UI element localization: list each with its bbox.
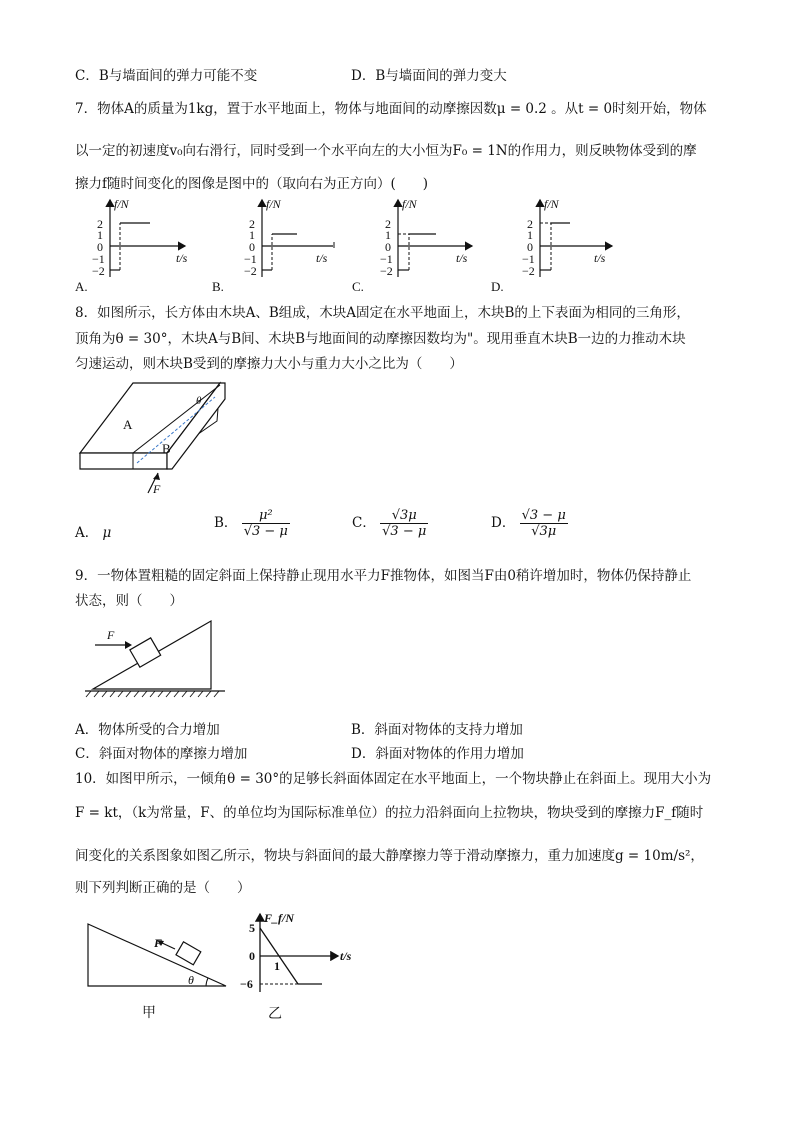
- graph-b-tick-2: 2: [249, 217, 255, 231]
- graph-c-tick-m1: −1: [380, 252, 393, 266]
- q10-text-line1: 10．如图甲所示，一倾角θ = 30°的足够长斜面体固定在水平地面上，一个物块静止在斜面上。现用大小为: [75, 771, 712, 787]
- q10-text-line4: 则下列判断正确的是（ ）: [75, 880, 251, 896]
- graph-d-tick-1: 1: [527, 228, 533, 242]
- graph-c: [352, 197, 472, 294]
- graph-d: [491, 197, 612, 294]
- graph-b-xlabel: t/s: [316, 251, 328, 265]
- q9-option-d: D．斜面对物体的作用力增加: [351, 746, 524, 762]
- q8-option-b-den: √3 − μ: [243, 524, 288, 539]
- q8-option-d-fraction: [520, 508, 568, 539]
- graph-a-tick-m1: −1: [92, 252, 105, 266]
- q10-block: [176, 942, 201, 965]
- q8-text-line2: 顶角为θ = 30°，木块A与B间、木块B与地面间的动摩擦因数均为"。现用垂直木块B一边的力推动木块: [75, 331, 686, 347]
- graph-b-tick-m1: −1: [244, 252, 257, 266]
- graph-d-label: D.: [491, 279, 504, 294]
- q10-figure-a: [82, 918, 242, 1023]
- q8-label-f: F: [153, 482, 161, 496]
- graph-a-label: A.: [75, 279, 88, 294]
- q9-text-line1: 9．一物体置粗糙的固定斜面上保持静止现用水平力F推物体，如图当F由0稍许增加时，物体仍保持静止: [75, 568, 692, 584]
- q9-text-line2: 状态，则（ ）: [75, 593, 183, 609]
- q8-option-c-num: √3μ: [380, 508, 428, 524]
- q10-label-theta: θ: [188, 973, 194, 987]
- graph-a-tick-2: 2: [97, 217, 103, 231]
- q8-label-b: B: [162, 441, 171, 456]
- q10-point-label: 1: [274, 959, 280, 973]
- graph-d-xlabel: t/s: [594, 251, 606, 265]
- q9-force-arrowhead: [125, 641, 132, 649]
- q8-option-a-value: μ: [102, 525, 112, 541]
- graph-b-label: B.: [212, 279, 224, 294]
- q8-option-c-fraction: [380, 508, 428, 539]
- graph-a-tick-0: 0: [97, 240, 103, 254]
- q8-option-c-label: C．: [352, 515, 376, 531]
- graph-a: [75, 197, 188, 294]
- graph-b-tick-1: 1: [249, 228, 255, 242]
- q8-option-a-label: A．: [75, 525, 99, 541]
- q10-tick-5: 5: [249, 921, 255, 935]
- graph-a-tick-m2: −2: [92, 264, 105, 278]
- q9-option-a: A．物体所受的合力增加: [75, 722, 220, 738]
- graph-d-ylabel: f/N: [544, 197, 559, 211]
- graph-d-tick-m2: −2: [522, 264, 535, 278]
- q10-figure-b: [240, 908, 370, 1022]
- q10-tick-m6: −6: [240, 977, 253, 991]
- q8-figure: [75, 377, 295, 507]
- graph-a-xlabel: t/s: [176, 251, 188, 265]
- q10-caption-a: 甲: [142, 1006, 156, 1021]
- q10-xlabel: t/s: [340, 949, 352, 963]
- q8-force-arrowhead: [153, 473, 160, 480]
- option-c-prev: C．B与墙面间的弹力可能不变: [75, 68, 258, 84]
- q10-text-line2: F = kt，（k为常量，F、的单位均为国际标准单位）的拉力沿斜面向上拉物块，物块受到的摩擦力F_f随时: [75, 805, 704, 821]
- q8-option-d-num: √3 − μ: [521, 508, 566, 523]
- q8-text-line3: 匀速运动，则木块B受到的摩擦力大小与重力大小之比为（ ）: [75, 356, 463, 372]
- q7-graphs: [0, 192, 794, 302]
- graph-d-tick-0: 0: [527, 240, 533, 254]
- q8-front-face-a: [80, 453, 167, 469]
- q8-option-a: [75, 521, 111, 541]
- q8-option-c-den: √3 − μ: [382, 524, 427, 539]
- q9-ground-hatch: [86, 691, 219, 697]
- graph-a-ylabel: f/N: [114, 197, 129, 211]
- graph-c-tick-2: 2: [385, 217, 391, 231]
- q7-text-line2: 以一定的初速度v₀向右滑行，同时受到一个水平向左的大小恒为F₀ = 1N的作用力，则反映物体受到的摩: [75, 143, 697, 159]
- q10-caption-b: 乙: [268, 1007, 282, 1022]
- graph-c-tick-0: 0: [385, 240, 391, 254]
- q8-option-d-label: D．: [491, 515, 516, 531]
- q8-label-a: A: [123, 417, 133, 432]
- graph-c-ylabel: f/N: [402, 197, 417, 211]
- graph-c-xlabel: t/s: [456, 251, 468, 265]
- graph-c-label: C.: [352, 279, 364, 294]
- q7-text-line3: 擦力f随时间变化的图像是图中的（取向右为正方向）( ): [75, 176, 429, 192]
- graph-c-tick-m2: −2: [380, 264, 393, 278]
- q8-option-c: [352, 508, 428, 539]
- q10-ylabel: F_f/N: [264, 911, 294, 925]
- q10-incline: [88, 924, 226, 986]
- q8-text-line1: 8．如图所示，长方体由木块A、B组成，木块A固定在水平地面上，木块B的上下表面为相同的三角形，: [75, 305, 690, 321]
- graph-b: [212, 197, 334, 294]
- q9-label-f: F: [107, 628, 115, 642]
- q7-text-line1: 7．物体A的质量为1kg，置于水平地面上，物体与地面间的动摩擦因数μ = 0.2 。从t = 0时刻开始，物体: [75, 101, 707, 117]
- q9-option-b: B．斜面对物体的支持力增加: [351, 722, 523, 738]
- q9-figure: [85, 615, 245, 705]
- q8-option-d: [491, 508, 568, 539]
- q10-text-line3: 间变化的关系图象如图乙所示，物块与斜面间的最大静摩擦力等于滑动摩擦力，重力加速度g = 10m/s²，: [75, 848, 704, 864]
- graph-b-ylabel: f/N: [266, 197, 281, 211]
- q10-label-f: F: [154, 936, 163, 950]
- q8-label-theta: θ: [196, 395, 202, 407]
- q8-option-b-fraction: [242, 508, 290, 539]
- graph-d-tick-2: 2: [527, 217, 533, 231]
- graph-b-tick-m2: −2: [244, 264, 257, 278]
- graph-a-tick-1: 1: [97, 228, 103, 242]
- q10-tick-0: 0: [249, 949, 255, 963]
- q8-option-b: [214, 508, 290, 539]
- graph-b-tick-0: 0: [249, 240, 255, 254]
- graph-d-tick-m1: −1: [522, 252, 535, 266]
- q9-option-c: C．斜面对物体的摩擦力增加: [75, 746, 248, 762]
- q8-option-b-label: B．: [214, 515, 238, 531]
- graph-c-tick-1: 1: [385, 228, 391, 242]
- q8-option-b-num: μ²: [242, 508, 290, 524]
- q8-option-d-den: √3μ: [531, 524, 557, 539]
- option-d-prev: D．B与墙面间的弹力变大: [351, 68, 507, 84]
